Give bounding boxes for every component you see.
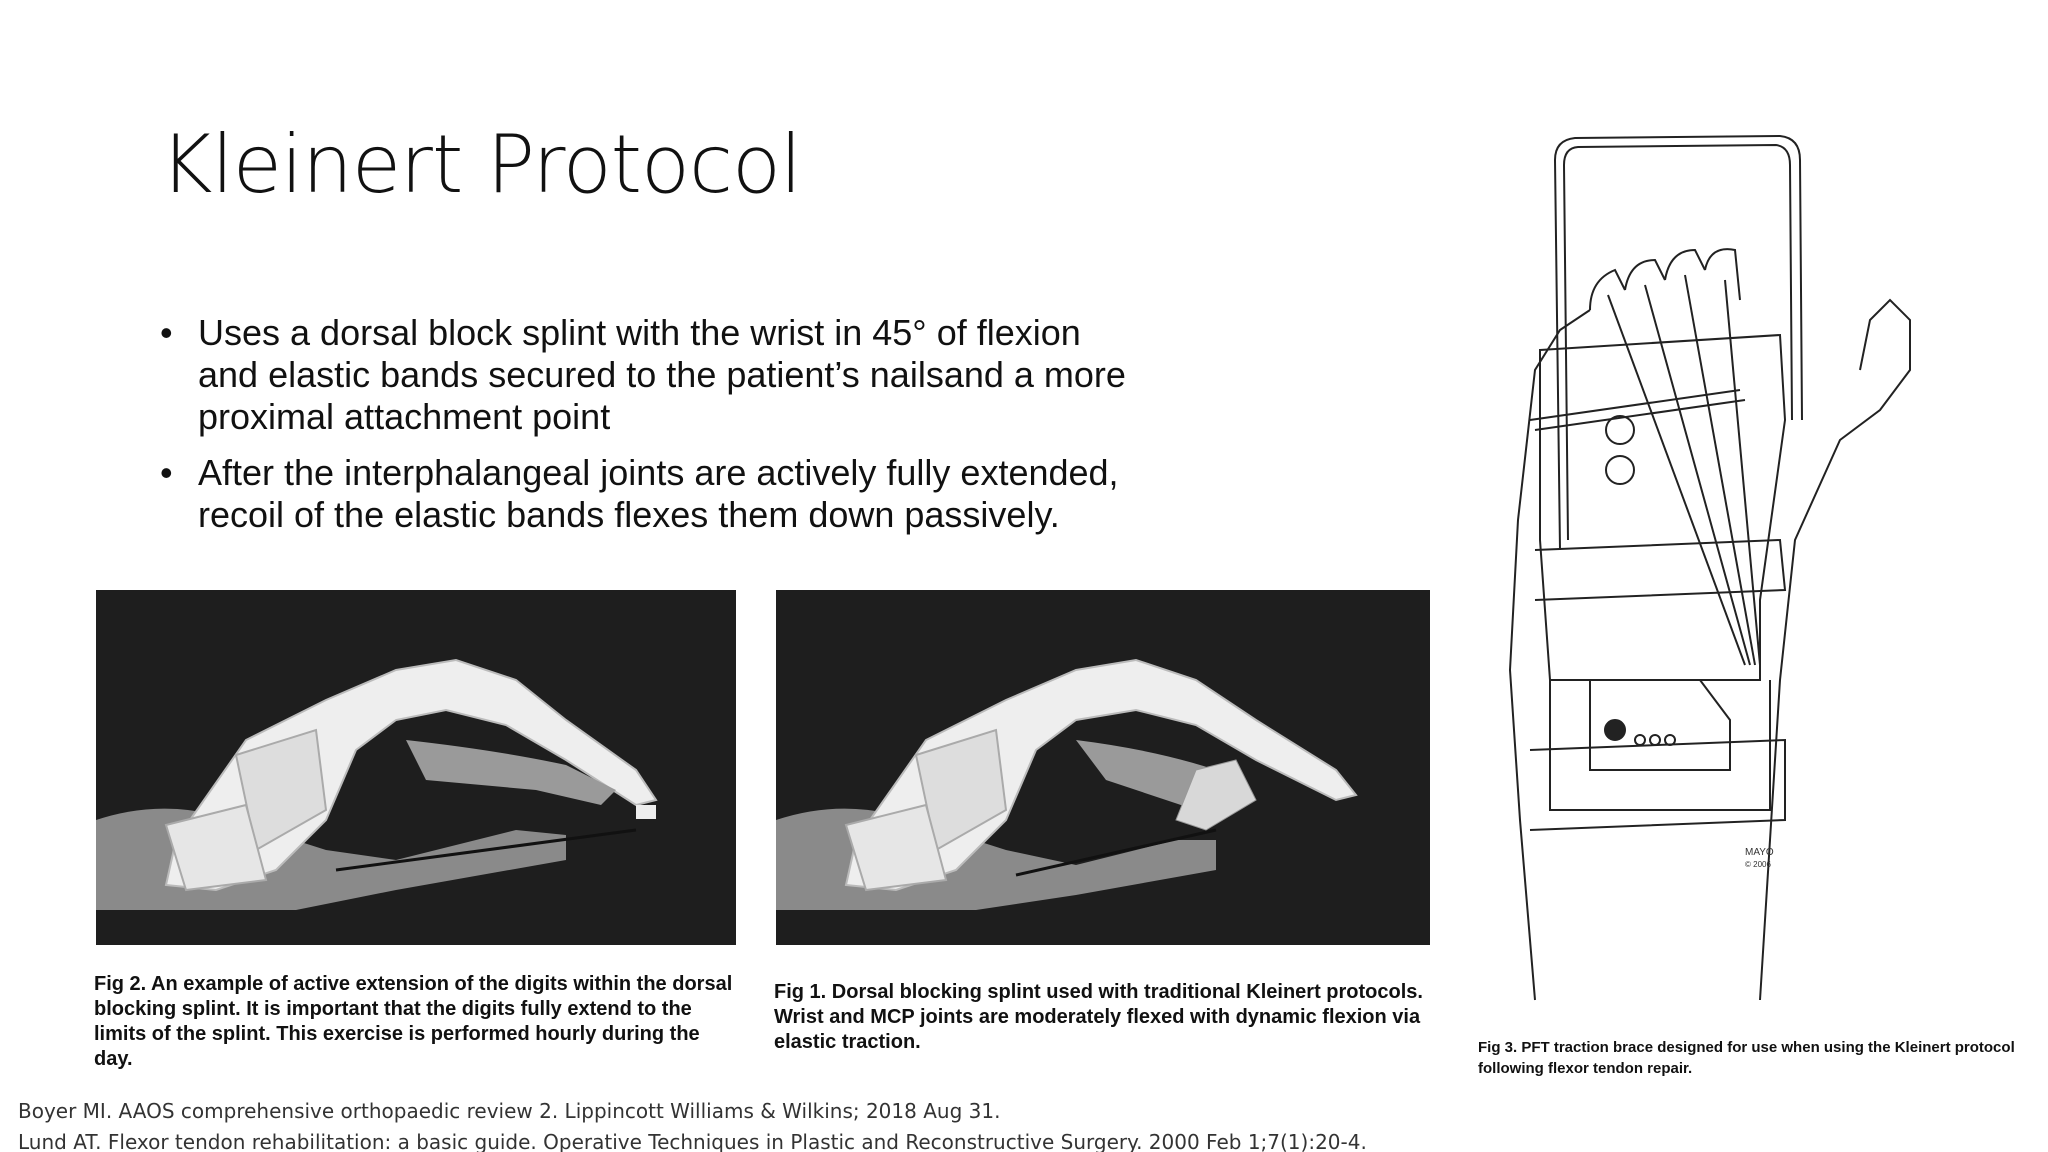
bullet-marker: •	[160, 312, 173, 353]
bullet-item	[160, 312, 1140, 438]
bullet-marker: •	[160, 452, 173, 493]
bullet-text: Uses a dorsal block splint with the wrist in 45° of flexion and elastic bands secured to the patient’s nailsand a more proximal attachment point	[198, 312, 1126, 437]
reference-item: Boyer MI. AAOS comprehensive orthopaedic review 2. Lippincott Williams & Wilkins; 2018 Aug 31.	[18, 1099, 1001, 1123]
fig2-caption: Fig 2. An example of active extension of the digits within the dorsal blocking splint. It is important that the digits fully extend to the limits of the splint. This exercise is performed hourly during the day.	[94, 973, 733, 1070]
slide-title: Kleinert Protocol	[160, 118, 802, 211]
bullet-list	[160, 312, 1140, 582]
splint-extension-illustration	[96, 590, 736, 945]
fig3-caption: Fig 3. PFT traction brace designed for use when using the Kleinert protocol following flexor tendon repair.	[1478, 1039, 2015, 1077]
fig2-photo	[96, 590, 736, 945]
reference-item: Lund AT. Flexor tendon rehabilitation: a basic guide. Operative Techniques in Plastic and Reconstructive Surgery. 2000 Feb 1;7(1):20-4.	[18, 1130, 1367, 1152]
fig1-caption: Fig 1. Dorsal blocking splint used with traditional Kleinert protocols. Wrist and MCP joints are moderately flexed with dynamic flexion via elastic traction.	[774, 981, 1423, 1053]
pft-traction-brace-drawing	[1440, 120, 2010, 1020]
mayo-signature: MAYO	[1745, 847, 1774, 858]
references	[18, 1096, 1367, 1152]
mayo-signature-year: © 2006	[1745, 860, 1771, 869]
fig1-photo	[776, 590, 1430, 945]
bullet-text: After the interphalangeal joints are actively fully extended, recoil of the elastic bands flexes them down passively.	[198, 452, 1119, 535]
bullet-item	[160, 452, 1140, 536]
splint-flexion-illustration	[776, 590, 1430, 945]
